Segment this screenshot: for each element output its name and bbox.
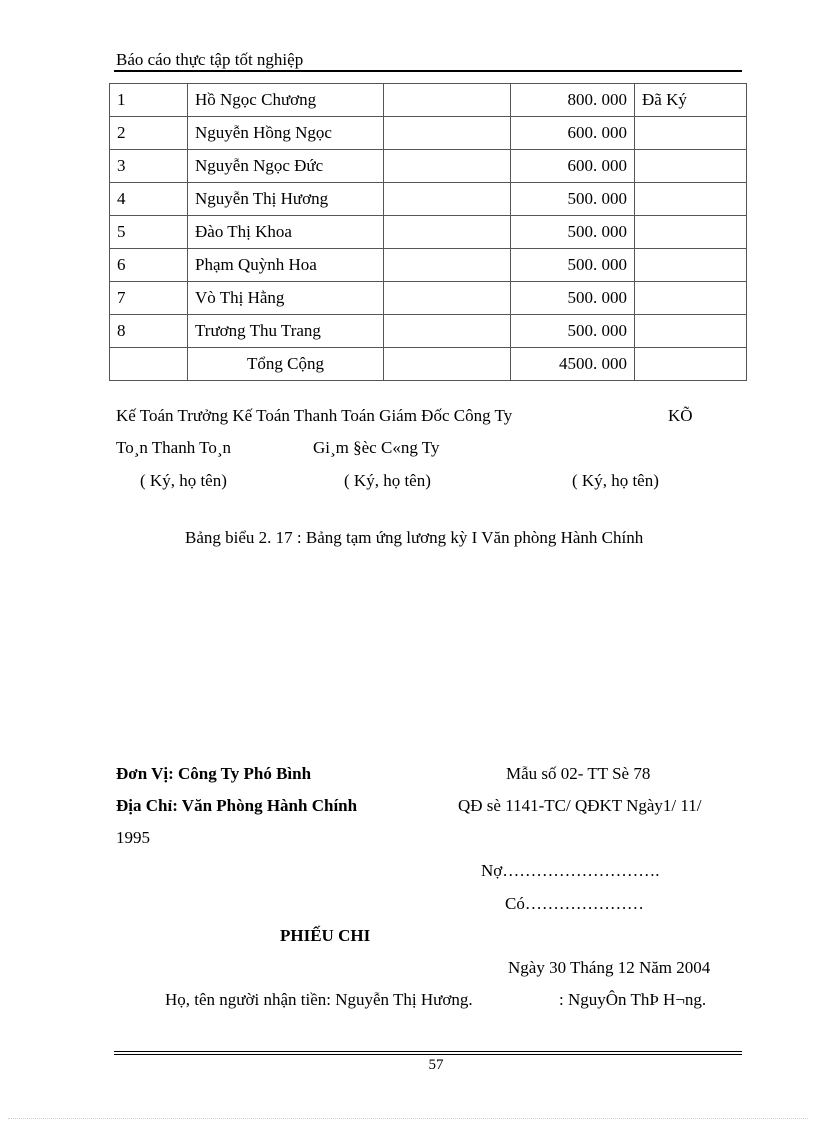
cell-amount: 500. 000: [511, 183, 635, 216]
signature-title-director: Gi¸m §èc C«ng Ty: [313, 438, 440, 457]
footer-rule: [114, 1054, 742, 1055]
table-row: [110, 183, 747, 216]
voucher-form-number: Mẫu số 02- TT Sè 78: [506, 764, 651, 783]
cell-no: 2: [110, 117, 188, 150]
cell-note: [635, 282, 747, 315]
cell-extra: [384, 216, 511, 249]
page-bottom-border: [8, 1118, 808, 1119]
signature-titles: Kế Toán Trưởng Kế Toán Thanh Toán Giám Đốc Công Ty: [116, 406, 513, 425]
table-body: [110, 84, 747, 381]
cell-extra: [384, 183, 511, 216]
header-rule: [114, 70, 742, 72]
table-row: [110, 315, 747, 348]
table-caption: Bảng biểu 2. 17 : Bảng tạm ứng lương kỳ I Văn phòng Hành Chính: [185, 528, 644, 547]
cell-note: [635, 348, 747, 381]
voucher-unit: Đơn Vị: Công Ty Phó Bình: [116, 764, 312, 783]
total-amount: 4500. 000: [511, 348, 635, 381]
voucher-date: Ngày 30 Tháng 12 Năm 2004: [508, 958, 711, 977]
voucher-decision: QĐ sè 1141-TC/ QĐKT Ngày1/ 11/: [458, 796, 702, 815]
voucher-debit-line: Nợ……………………….: [481, 861, 660, 880]
salary-advance-table: [109, 83, 747, 381]
cell-extra: [384, 150, 511, 183]
signature-note: ( Ký, họ tên): [572, 471, 659, 490]
cell-name: Nguyễn Hồng Ngọc: [188, 117, 384, 150]
table-row: [110, 117, 747, 150]
voucher-credit-line: Có…………………: [505, 894, 644, 913]
cell-no: 1: [110, 84, 188, 117]
signature-note: ( Ký, họ tên): [344, 471, 431, 490]
cell-no: 5: [110, 216, 188, 249]
cell-note: [635, 216, 747, 249]
page-number: 57: [428, 1057, 444, 1073]
cell-note: [635, 249, 747, 282]
footer-rule: [114, 1051, 742, 1052]
cell-note: Đã Ký: [635, 84, 747, 117]
cell-name: Trương Thu Trang: [188, 315, 384, 348]
cell-no: [110, 348, 188, 381]
voucher-receiver-garbled: : NguyÔn ThÞ H¬ng.: [559, 990, 707, 1009]
table-row: [110, 216, 747, 249]
cell-amount: 500. 000: [511, 315, 635, 348]
cell-extra: [384, 249, 511, 282]
cell-note: [635, 183, 747, 216]
table-row: [110, 84, 747, 117]
cell-no: 8: [110, 315, 188, 348]
signature-note: ( Ký, họ tên): [140, 471, 227, 490]
cell-name: Nguyễn Ngọc Đức: [188, 150, 384, 183]
cell-note: [635, 315, 747, 348]
table-row: [110, 249, 747, 282]
cell-name: Phạm Quỳnh Hoa: [188, 249, 384, 282]
cell-amount: 600. 000: [511, 117, 635, 150]
table-row: [110, 150, 747, 183]
cell-note: [635, 117, 747, 150]
cell-amount: 500. 000: [511, 282, 635, 315]
page-header-title: Báo cáo thực tập tốt nghiệp: [116, 50, 304, 69]
cell-extra: [384, 84, 511, 117]
table-row: [110, 282, 747, 315]
voucher-receiver: Họ, tên người nhận tiền: Nguyễn Thị Hương.: [165, 990, 473, 1009]
cell-no: 6: [110, 249, 188, 282]
cell-no: 3: [110, 150, 188, 183]
cell-no: 7: [110, 282, 188, 315]
cell-no: 4: [110, 183, 188, 216]
voucher-year: 1995: [116, 828, 150, 847]
cell-amount: 500. 000: [511, 216, 635, 249]
voucher-address: Địa Chỉ: Văn Phòng Hành Chính: [116, 796, 358, 815]
cell-name: Hồ Ngọc Chương: [188, 84, 384, 117]
cell-amount: 800. 000: [511, 84, 635, 117]
cell-amount: 600. 000: [511, 150, 635, 183]
total-label: Tổng Cộng: [188, 348, 384, 381]
cell-extra: [384, 282, 511, 315]
cell-amount: 500. 000: [511, 249, 635, 282]
table-total-row: [110, 348, 747, 381]
signature-titles-right: KÕ: [668, 406, 693, 425]
voucher-title: PHIẾU CHI: [280, 926, 371, 945]
cell-name: Nguyễn Thị Hương: [188, 183, 384, 216]
cell-extra: [384, 117, 511, 150]
cell-extra: [384, 348, 511, 381]
cell-name: Đào Thị Khoa: [188, 216, 384, 249]
signature-title-accountant: To¸n Thanh To¸n: [116, 438, 232, 457]
cell-name: Vò Thị Hằng: [188, 282, 384, 315]
cell-extra: [384, 315, 511, 348]
cell-note: [635, 150, 747, 183]
